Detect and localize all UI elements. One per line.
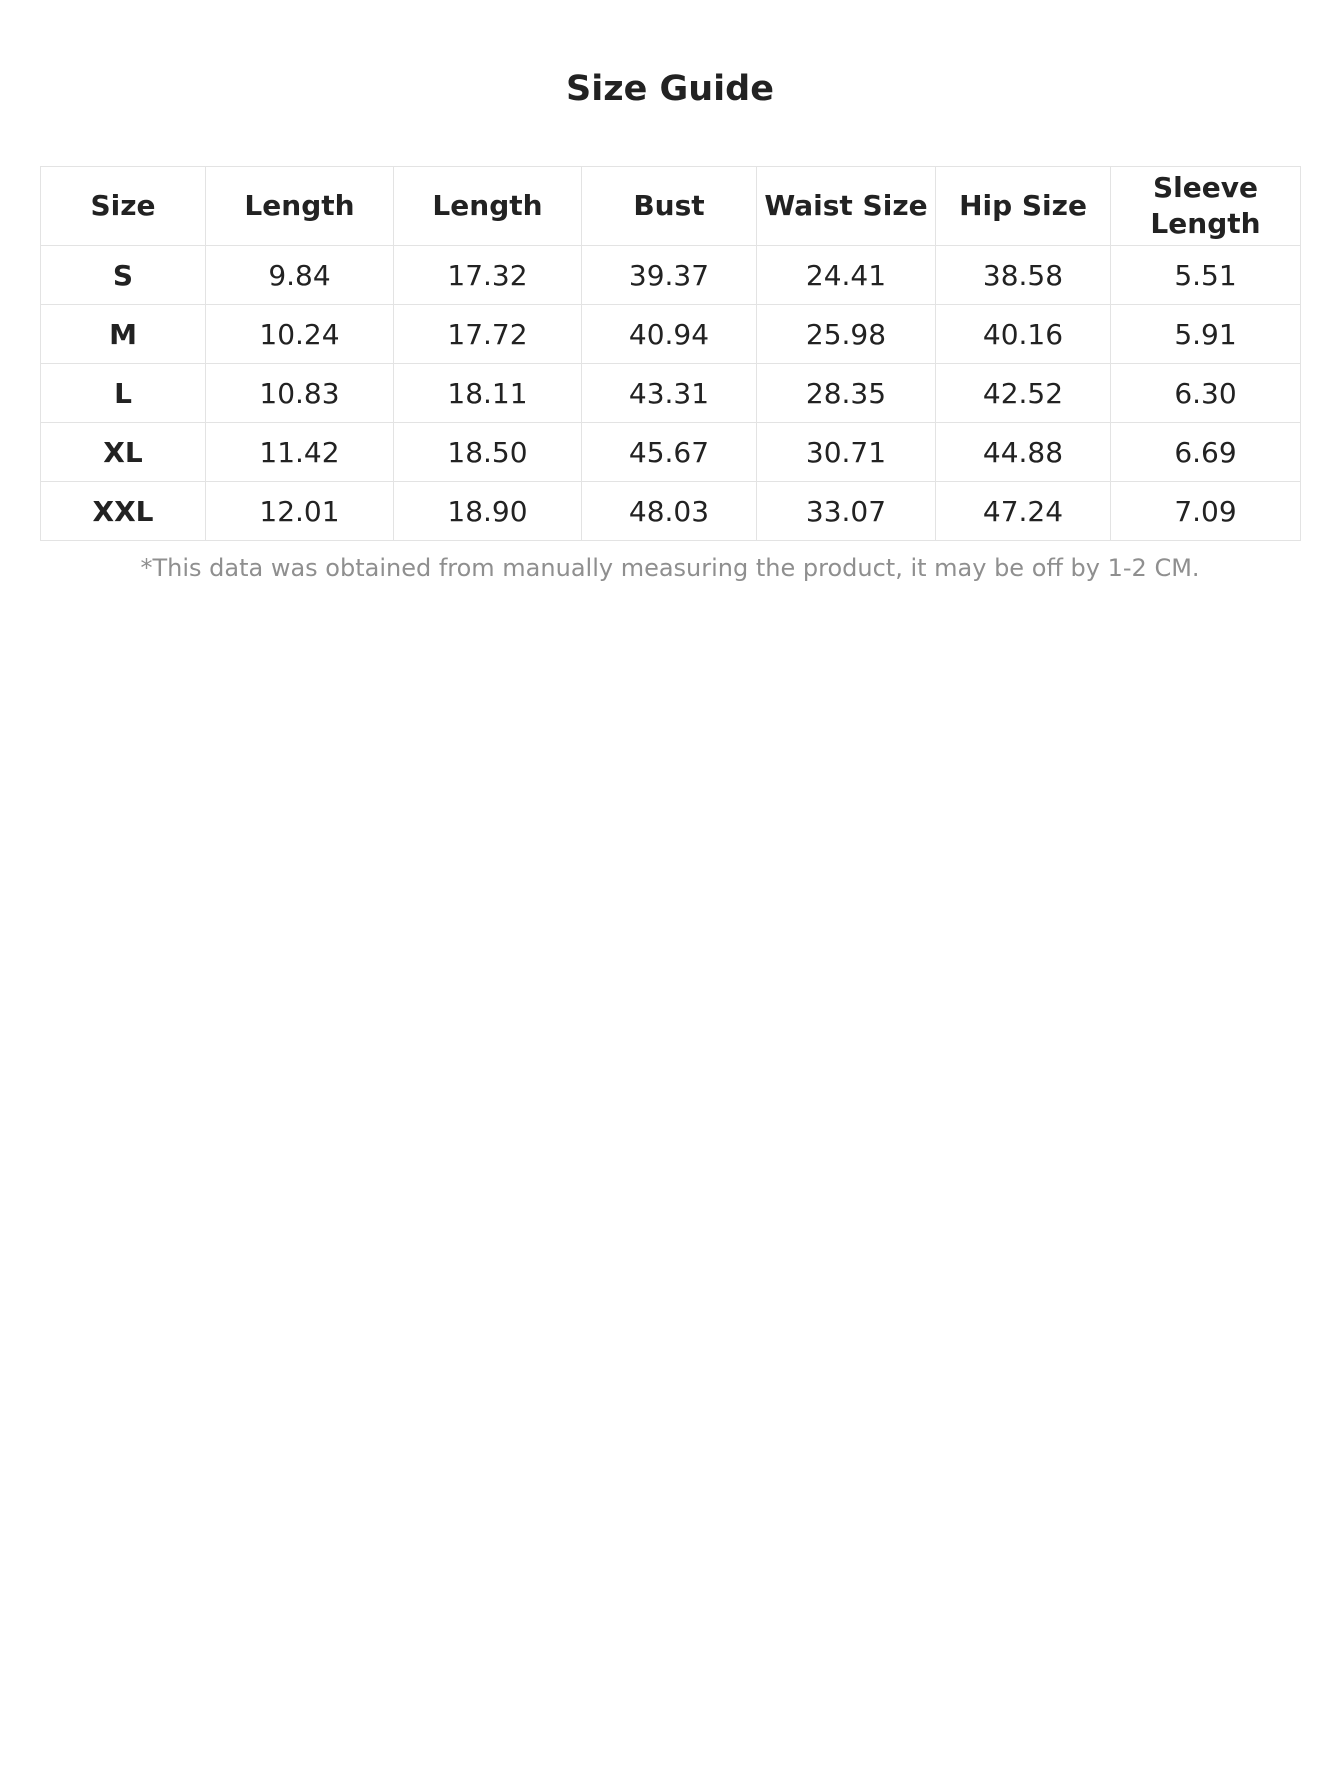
table-cell: 10.24 <box>206 305 394 364</box>
table-cell: 45.67 <box>582 423 757 482</box>
table-cell: 43.31 <box>582 364 757 423</box>
table-cell: 42.52 <box>936 364 1111 423</box>
column-header-sleeve-length: Sleeve Length <box>1111 167 1301 246</box>
table-cell: 6.69 <box>1111 423 1301 482</box>
table-cell: 48.03 <box>582 482 757 541</box>
size-cell: S <box>41 246 206 305</box>
table-row <box>41 246 1301 305</box>
size-cell: L <box>41 364 206 423</box>
table-cell: 24.41 <box>757 246 936 305</box>
table-row <box>41 305 1301 364</box>
table-cell: 17.32 <box>394 246 582 305</box>
table-cell: 5.91 <box>1111 305 1301 364</box>
column-header-bust: Bust <box>582 167 757 246</box>
table-row <box>41 482 1301 541</box>
table-cell: 12.01 <box>206 482 394 541</box>
table-cell: 10.83 <box>206 364 394 423</box>
size-table <box>40 166 1301 541</box>
table-row <box>41 423 1301 482</box>
table-cell: 40.16 <box>936 305 1111 364</box>
size-cell: M <box>41 305 206 364</box>
size-cell: XXL <box>41 482 206 541</box>
table-header-row <box>41 167 1301 246</box>
table-cell: 18.90 <box>394 482 582 541</box>
column-header-length: Length <box>206 167 394 246</box>
table-cell: 47.24 <box>936 482 1111 541</box>
table-row <box>41 364 1301 423</box>
size-cell: XL <box>41 423 206 482</box>
table-cell: 38.58 <box>936 246 1111 305</box>
table-cell: 11.42 <box>206 423 394 482</box>
table-cell: 28.35 <box>757 364 936 423</box>
column-header-length-2: Length <box>394 167 582 246</box>
table-cell: 9.84 <box>206 246 394 305</box>
table-cell: 7.09 <box>1111 482 1301 541</box>
table-cell: 5.51 <box>1111 246 1301 305</box>
column-header-waist-size: Waist Size <box>757 167 936 246</box>
table-cell: 18.50 <box>394 423 582 482</box>
page-title: Size Guide <box>566 69 774 109</box>
column-header-hip-size: Hip Size <box>936 167 1111 246</box>
table-cell: 6.30 <box>1111 364 1301 423</box>
table-cell: 30.71 <box>757 423 936 482</box>
table-cell: 40.94 <box>582 305 757 364</box>
table-cell: 18.11 <box>394 364 582 423</box>
table-cell: 33.07 <box>757 482 936 541</box>
table-cell: 17.72 <box>394 305 582 364</box>
table-cell: 25.98 <box>757 305 936 364</box>
table-cell: 44.88 <box>936 423 1111 482</box>
table-cell: 39.37 <box>582 246 757 305</box>
column-header-size: Size <box>41 167 206 246</box>
measurement-disclaimer: *This data was obtained from manually measuring the product, it may be off by 1-2 CM. <box>140 554 1200 582</box>
